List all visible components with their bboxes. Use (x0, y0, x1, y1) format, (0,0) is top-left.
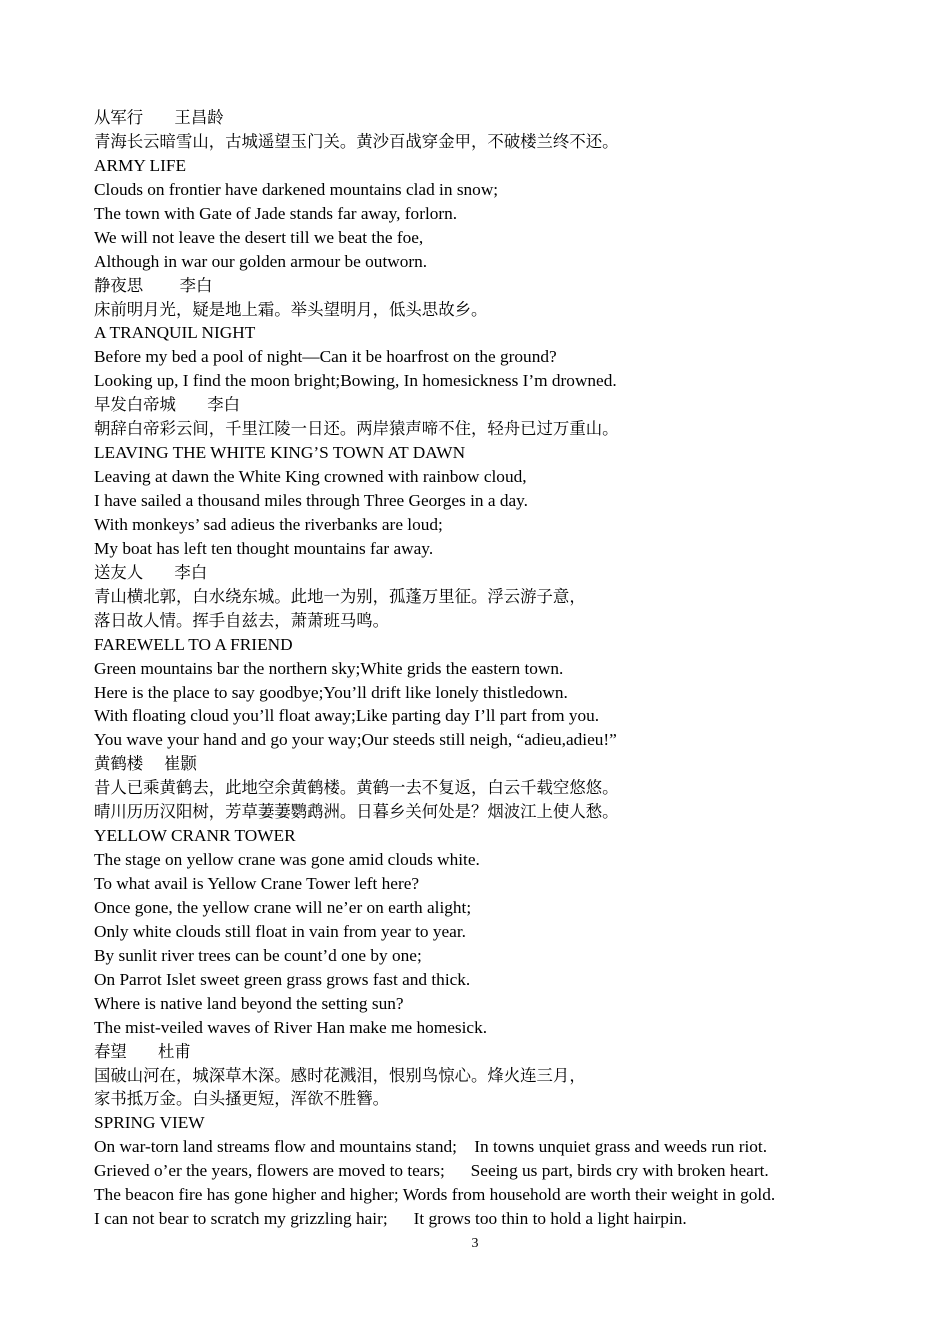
document-body (94, 106, 894, 1231)
poem-chinese-text: 青山横北郭，白水绕东城。此地一为别，孤蓬万里征。浮云游子意， (94, 586, 586, 606)
poem-english-line: Green mountains bar the northern sky;White grids the eastern town. (94, 658, 564, 678)
poem-english-title: SPRING VIEW (94, 1113, 205, 1133)
poem-chinese-text: 晴川历历汉阳树，芳草萋萋鹦鹉洲。日暮乡关何处是？烟波江上使人愁。 (94, 802, 619, 822)
poem-english-line: To what avail is Yellow Crane Tower left here? (94, 874, 420, 893)
poem-english-line: The mist-veiled waves of River Han make me homesick. (94, 1017, 488, 1037)
poem-chinese-text: 昔人已乘黄鹤去，此地空余黄鹤楼。黄鹤一去不复返，白云千载空悠悠。 (94, 778, 619, 798)
poem-english-line: With floating cloud you’ll float away;Like parting day I’ll part from you. (94, 706, 600, 726)
poem-chinese-text: 家书抵万金。白头搔更短，浑欲不胜簪。 (94, 1089, 390, 1109)
poem-english-line: My boat has left ten thought mountains far away. (94, 538, 434, 558)
poem-chinese-text: 落日故人情。挥手自兹去，萧萧班马鸣。 (94, 610, 390, 630)
poem-english-title: ARMY LIFE (94, 155, 187, 175)
poem-chinese-text: 床前明月光，疑是地上霜。举头望明月，低头思故乡。 (94, 299, 488, 319)
poem-english-line: With monkeys’ sad adieus the riverbanks are loud; (94, 514, 443, 534)
poem-english-title: A TRANQUIL NIGHT (94, 323, 256, 343)
poem-english-line: Leaving at dawn the White King crowned with rainbow cloud, (94, 467, 527, 487)
poem-english-title: YELLOW CRANR TOWER (94, 826, 296, 846)
poem-english-line: You wave your hand and go your way;Our steeds still neigh, “adieu,adieu!” (94, 730, 617, 750)
poem-english-line: On war-torn land streams flow and mountains stand; In towns unquiet grass and weeds run riot. (94, 1137, 768, 1157)
page-number: 3 (471, 1236, 479, 1251)
poem-chinese-text: 国破山河在，城深草木深。感时花溅泪，恨别鸟惊心。烽火连三月， (94, 1065, 586, 1085)
poem-english-line: I can not bear to scratch my grizzling hair; It grows too thin to hold a light hairpin. (94, 1209, 687, 1229)
poem-english-line: Although in war our golden armour be outworn. (94, 251, 428, 271)
poem-english-line: Here is the place to say goodbye;You’ll drift like lonely thistledown. (94, 682, 568, 702)
poem-english-line: Where is native land beyond the setting sun? (94, 993, 404, 1013)
poem-english-line: Grieved o’er the years, flowers are moved to tears; Seeing us part, birds cry with broken heart. (94, 1161, 769, 1181)
poem-english-line: Looking up, I find the moon bright;Bowing, In homesickness I’m drowned. (94, 371, 617, 391)
poem-english-line: The beacon fire has gone higher and higher; Words from household are worth their weight in gold. (94, 1185, 776, 1205)
poem-title-author: 黄鹤楼 崔颢 (94, 754, 197, 774)
poem-english-line: The town with Gate of Jade stands far away, forlorn. (94, 203, 458, 223)
poem-title-author: 春望 杜甫 (94, 1041, 191, 1061)
poem-english-line: On Parrot Islet sweet green grass grows fast and thick. (94, 969, 471, 989)
poem-english-line: Clouds on frontier have darkened mountains clad in snow; (94, 179, 499, 199)
poem-title-author: 从军行 王昌龄 (94, 108, 224, 127)
poem-chinese-text: 青海长云暗雪山，古城遥望玉门关。黄沙百战穿金甲，不破楼兰终不还。 (94, 131, 619, 151)
poem-title-author: 早发白帝城 李白 (94, 395, 240, 415)
poem-english-line: I have sailed a thousand miles through Three Georges in a day. (94, 491, 528, 510)
poem-title-author: 静夜思 李白 (94, 275, 213, 295)
poem-english-line: The stage on yellow crane was gone amid clouds white. (94, 850, 480, 870)
poem-english-line: Once gone, the yellow crane will ne’er on earth alight; (94, 897, 472, 917)
poem-english-line: Only white clouds still float in vain from year to year. (94, 921, 466, 941)
poem-english-title: LEAVING THE WHITE KING’S TOWN AT DAWN (94, 443, 466, 463)
poem-title-author: 送友人 李白 (94, 562, 208, 582)
poem-chinese-text: 朝辞白帝彩云间，千里江陵一日还。两岸猿声啼不住，轻舟已过万重山。 (94, 419, 619, 439)
poem-english-title: FAREWELL TO A FRIEND (94, 634, 293, 654)
poem-english-line: Before my bed a pool of night—Can it be hoarfrost on the ground? (94, 347, 557, 367)
poem-english-line: By sunlit river trees can be count’d one by one; (94, 945, 422, 965)
poem-english-line: We will not leave the desert till we beat the foe, (94, 227, 424, 247)
